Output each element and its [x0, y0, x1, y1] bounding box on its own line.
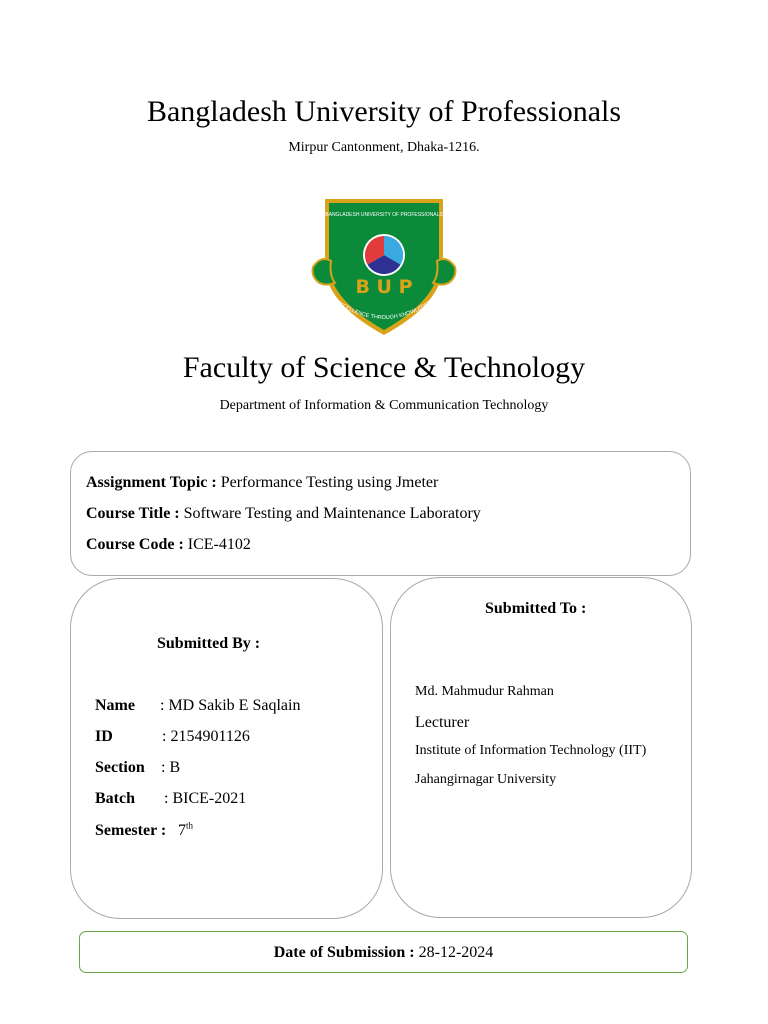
student-batch-line — [95, 790, 246, 808]
student-semester-line — [95, 822, 193, 840]
student-section-line — [95, 759, 180, 777]
teacher-name: Md. Mahmudur Rahman — [415, 684, 554, 699]
semester-value: 7 — [178, 822, 186, 839]
teacher-designation: Lecturer — [415, 714, 470, 731]
id-label: ID — [95, 728, 113, 745]
logo-initials: B U P — [355, 276, 413, 298]
course-code-label: Course Code : — [86, 536, 184, 553]
course-title-label: Course Title : — [86, 505, 180, 522]
name-value: : MD Sakib E Saqlain — [160, 697, 301, 714]
student-id-line — [95, 728, 250, 746]
university-name: Bangladesh University of Professionals — [146, 95, 622, 128]
logo-motto: EXCELLENCE THROUGH KNOWLEDGE — [334, 299, 434, 322]
course-title-line — [86, 505, 481, 523]
semester-label: Semester : — [95, 822, 167, 839]
university-address: Mirpur Cantonment, Dhaka-1216. — [288, 140, 480, 155]
assignment-topic-value: Performance Testing using Jmeter — [220, 474, 439, 491]
assignment-topic-line — [86, 474, 438, 492]
section-label: Section — [95, 759, 145, 776]
submitted-to-heading: Submitted To : — [485, 600, 587, 617]
semester-suffix: th — [186, 820, 194, 831]
teacher-institute: Institute of Information Technology (IIT) — [415, 743, 647, 758]
submitted-by-box — [70, 578, 383, 919]
submission-date-label: Date of Submission : — [273, 944, 415, 961]
assignment-info-box — [70, 451, 691, 576]
course-code-line — [86, 536, 251, 554]
name-label: Name — [95, 697, 135, 714]
submitted-to-box — [390, 577, 692, 918]
teacher-university: Jahangirnagar University — [415, 772, 557, 787]
student-name-line — [95, 697, 300, 715]
batch-value: : BICE-2021 — [164, 790, 247, 807]
bup-crest-icon — [311, 195, 457, 339]
submission-date-box — [79, 931, 688, 973]
logo-top-text: BANGLADESH UNIVERSITY OF PROFESSIONALS — [325, 212, 443, 218]
assignment-topic-label: Assignment Topic : — [86, 474, 217, 491]
submission-date-value: 28-12-2024 — [418, 944, 494, 961]
department-name: Department of Information & Communication Technology — [219, 398, 549, 413]
batch-label: Batch — [95, 790, 135, 807]
course-title-value: Software Testing and Maintenance Laboratory — [183, 505, 481, 522]
section-value: : B — [161, 759, 181, 776]
submitted-by-heading: Submitted By : — [157, 635, 261, 652]
faculty-name: Faculty of Science & Technology — [182, 351, 586, 384]
id-value: : 2154901126 — [162, 728, 250, 745]
course-code-value: ICE-4102 — [187, 536, 251, 553]
submission-date-line — [80, 944, 687, 962]
